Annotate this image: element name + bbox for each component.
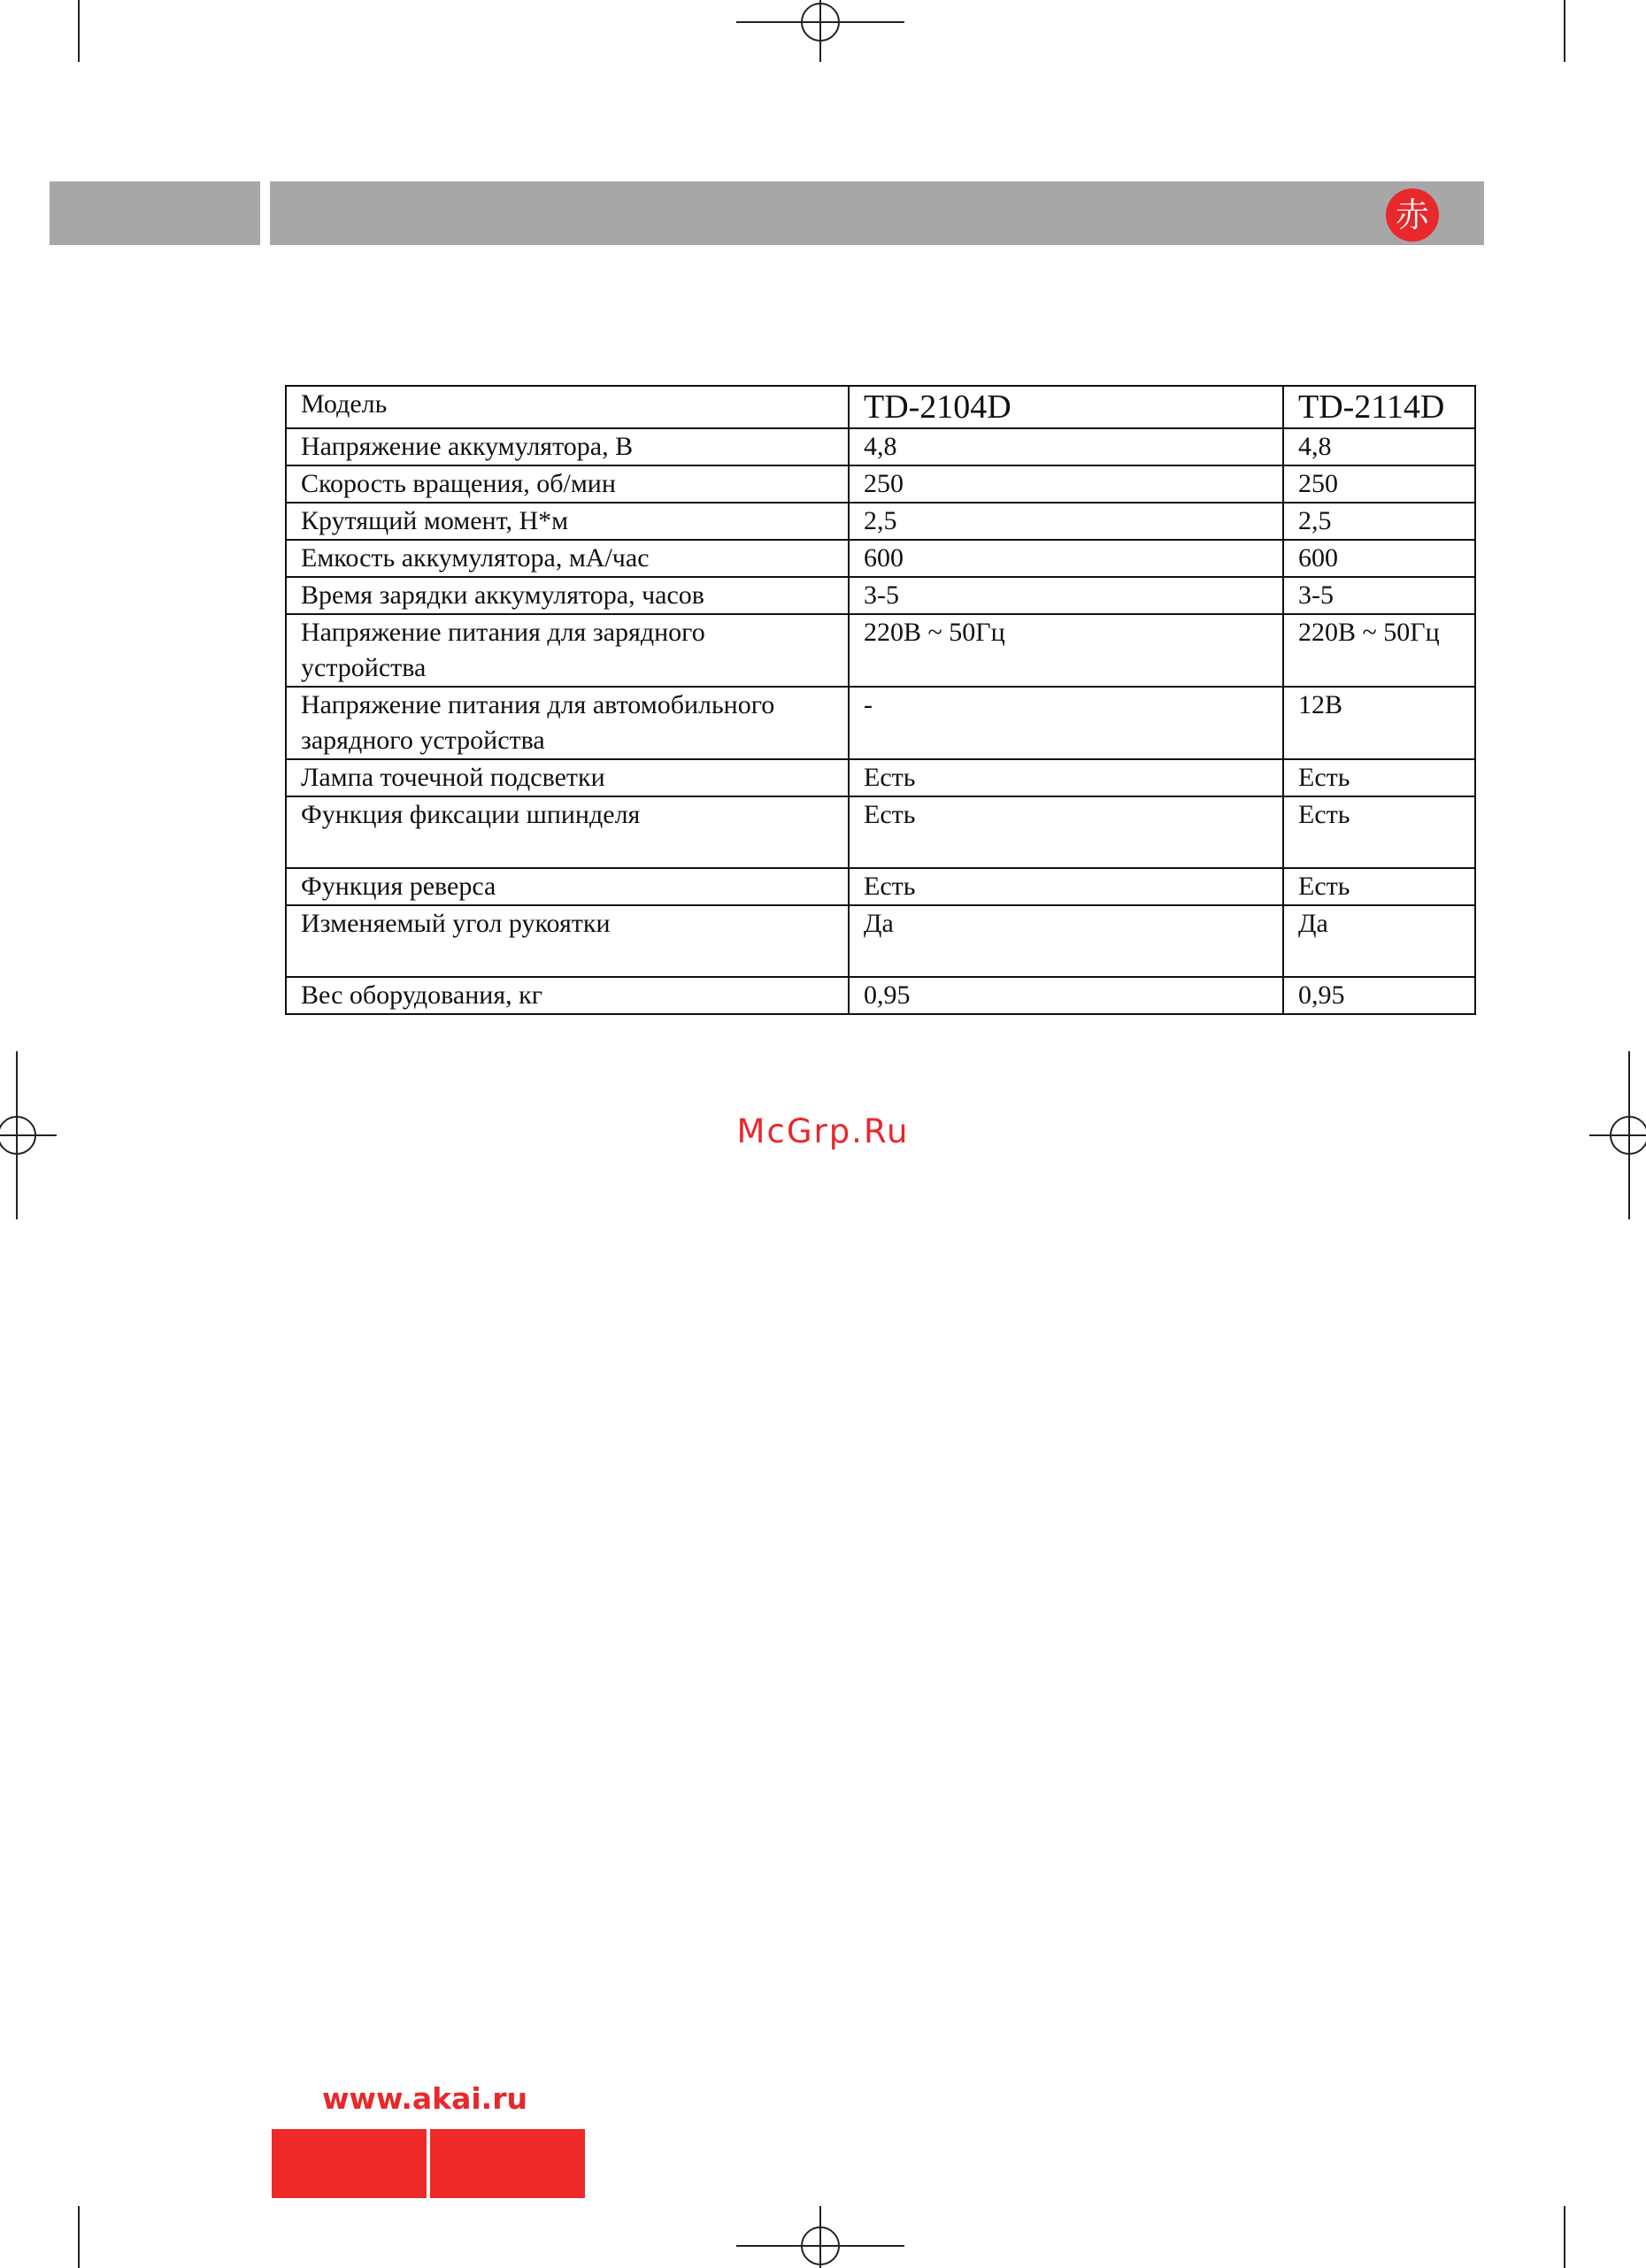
param-cell: Напряжение питания для зарядного устройства	[286, 614, 849, 687]
value-cell: Да	[1283, 905, 1475, 977]
crop-mark	[1564, 2206, 1565, 2268]
value-cell: 0,95	[849, 977, 1283, 1014]
header-cell: Модель	[286, 386, 849, 428]
footer-url-link[interactable]: www.akai.ru	[322, 2081, 527, 2116]
watermark: McGrp.Ru	[736, 1112, 910, 1150]
crop-mark	[78, 0, 80, 62]
value-cell: Есть	[1283, 796, 1475, 868]
crop-mark	[1564, 0, 1565, 62]
table-row	[286, 577, 1475, 614]
param-cell: Вес оборудования, кг	[286, 977, 849, 1014]
param-cell: Крутящий момент, Н*м	[286, 503, 849, 540]
table-row	[286, 977, 1475, 1014]
param-cell: Напряжение питания для автомобильного зарядного устройства	[286, 687, 849, 759]
value-cell: Да	[849, 905, 1283, 977]
registration-mark	[801, 2226, 840, 2265]
value-cell: Есть	[1283, 759, 1475, 796]
value-cell: -	[849, 687, 1283, 759]
header-cell: TD-2104D	[849, 386, 1283, 428]
value-cell: 4,8	[1283, 428, 1475, 465]
spec-table	[285, 385, 1476, 1015]
param-cell: Изменяемый угол рукоятки	[286, 905, 849, 977]
registration-mark	[801, 3, 840, 42]
table-row	[286, 614, 1475, 687]
param-cell: Функция фиксации шпинделя	[286, 796, 849, 868]
akai-logo-icon: 赤	[1386, 188, 1439, 242]
table-header-row	[286, 386, 1475, 428]
table-row	[286, 503, 1475, 540]
header-cell: TD-2114D	[1283, 386, 1475, 428]
value-cell: 3-5	[849, 577, 1283, 614]
table-row	[286, 759, 1475, 796]
table-row	[286, 905, 1475, 977]
table-row	[286, 687, 1475, 759]
crop-mark	[78, 2206, 80, 2268]
value-cell: 2,5	[849, 503, 1283, 540]
value-cell: 250	[849, 465, 1283, 503]
param-cell: Скорость вращения, об/мин	[286, 465, 849, 503]
table-row	[286, 868, 1475, 905]
value-cell: 250	[1283, 465, 1475, 503]
param-cell: Напряжение аккумулятора, В	[286, 428, 849, 465]
value-cell: 12В	[1283, 687, 1475, 759]
header-bar-right	[270, 181, 1484, 245]
footer-block-left	[272, 2129, 427, 2198]
value-cell: 2,5	[1283, 503, 1475, 540]
table-row	[286, 540, 1475, 577]
value-cell: Есть	[1283, 868, 1475, 905]
table-row	[286, 796, 1475, 868]
value-cell: 600	[1283, 540, 1475, 577]
value-cell: Есть	[849, 759, 1283, 796]
header-bar-left	[50, 181, 260, 245]
table-row	[286, 428, 1475, 465]
param-cell: Лампа точечной подсветки	[286, 759, 849, 796]
value-cell: Есть	[849, 868, 1283, 905]
param-cell: Емкость аккумулятора, мА/час	[286, 540, 849, 577]
value-cell: 4,8	[849, 428, 1283, 465]
value-cell: 220В ~ 50Гц	[1283, 614, 1475, 687]
value-cell: 0,95	[1283, 977, 1475, 1014]
value-cell: Есть	[849, 796, 1283, 868]
value-cell: 3-5	[1283, 577, 1475, 614]
value-cell: 220В ~ 50Гц	[849, 614, 1283, 687]
footer-block-right	[430, 2129, 585, 2198]
table-row	[286, 465, 1475, 503]
value-cell: 600	[849, 540, 1283, 577]
param-cell: Время зарядки аккумулятора, часов	[286, 577, 849, 614]
param-cell: Функция реверса	[286, 868, 849, 905]
